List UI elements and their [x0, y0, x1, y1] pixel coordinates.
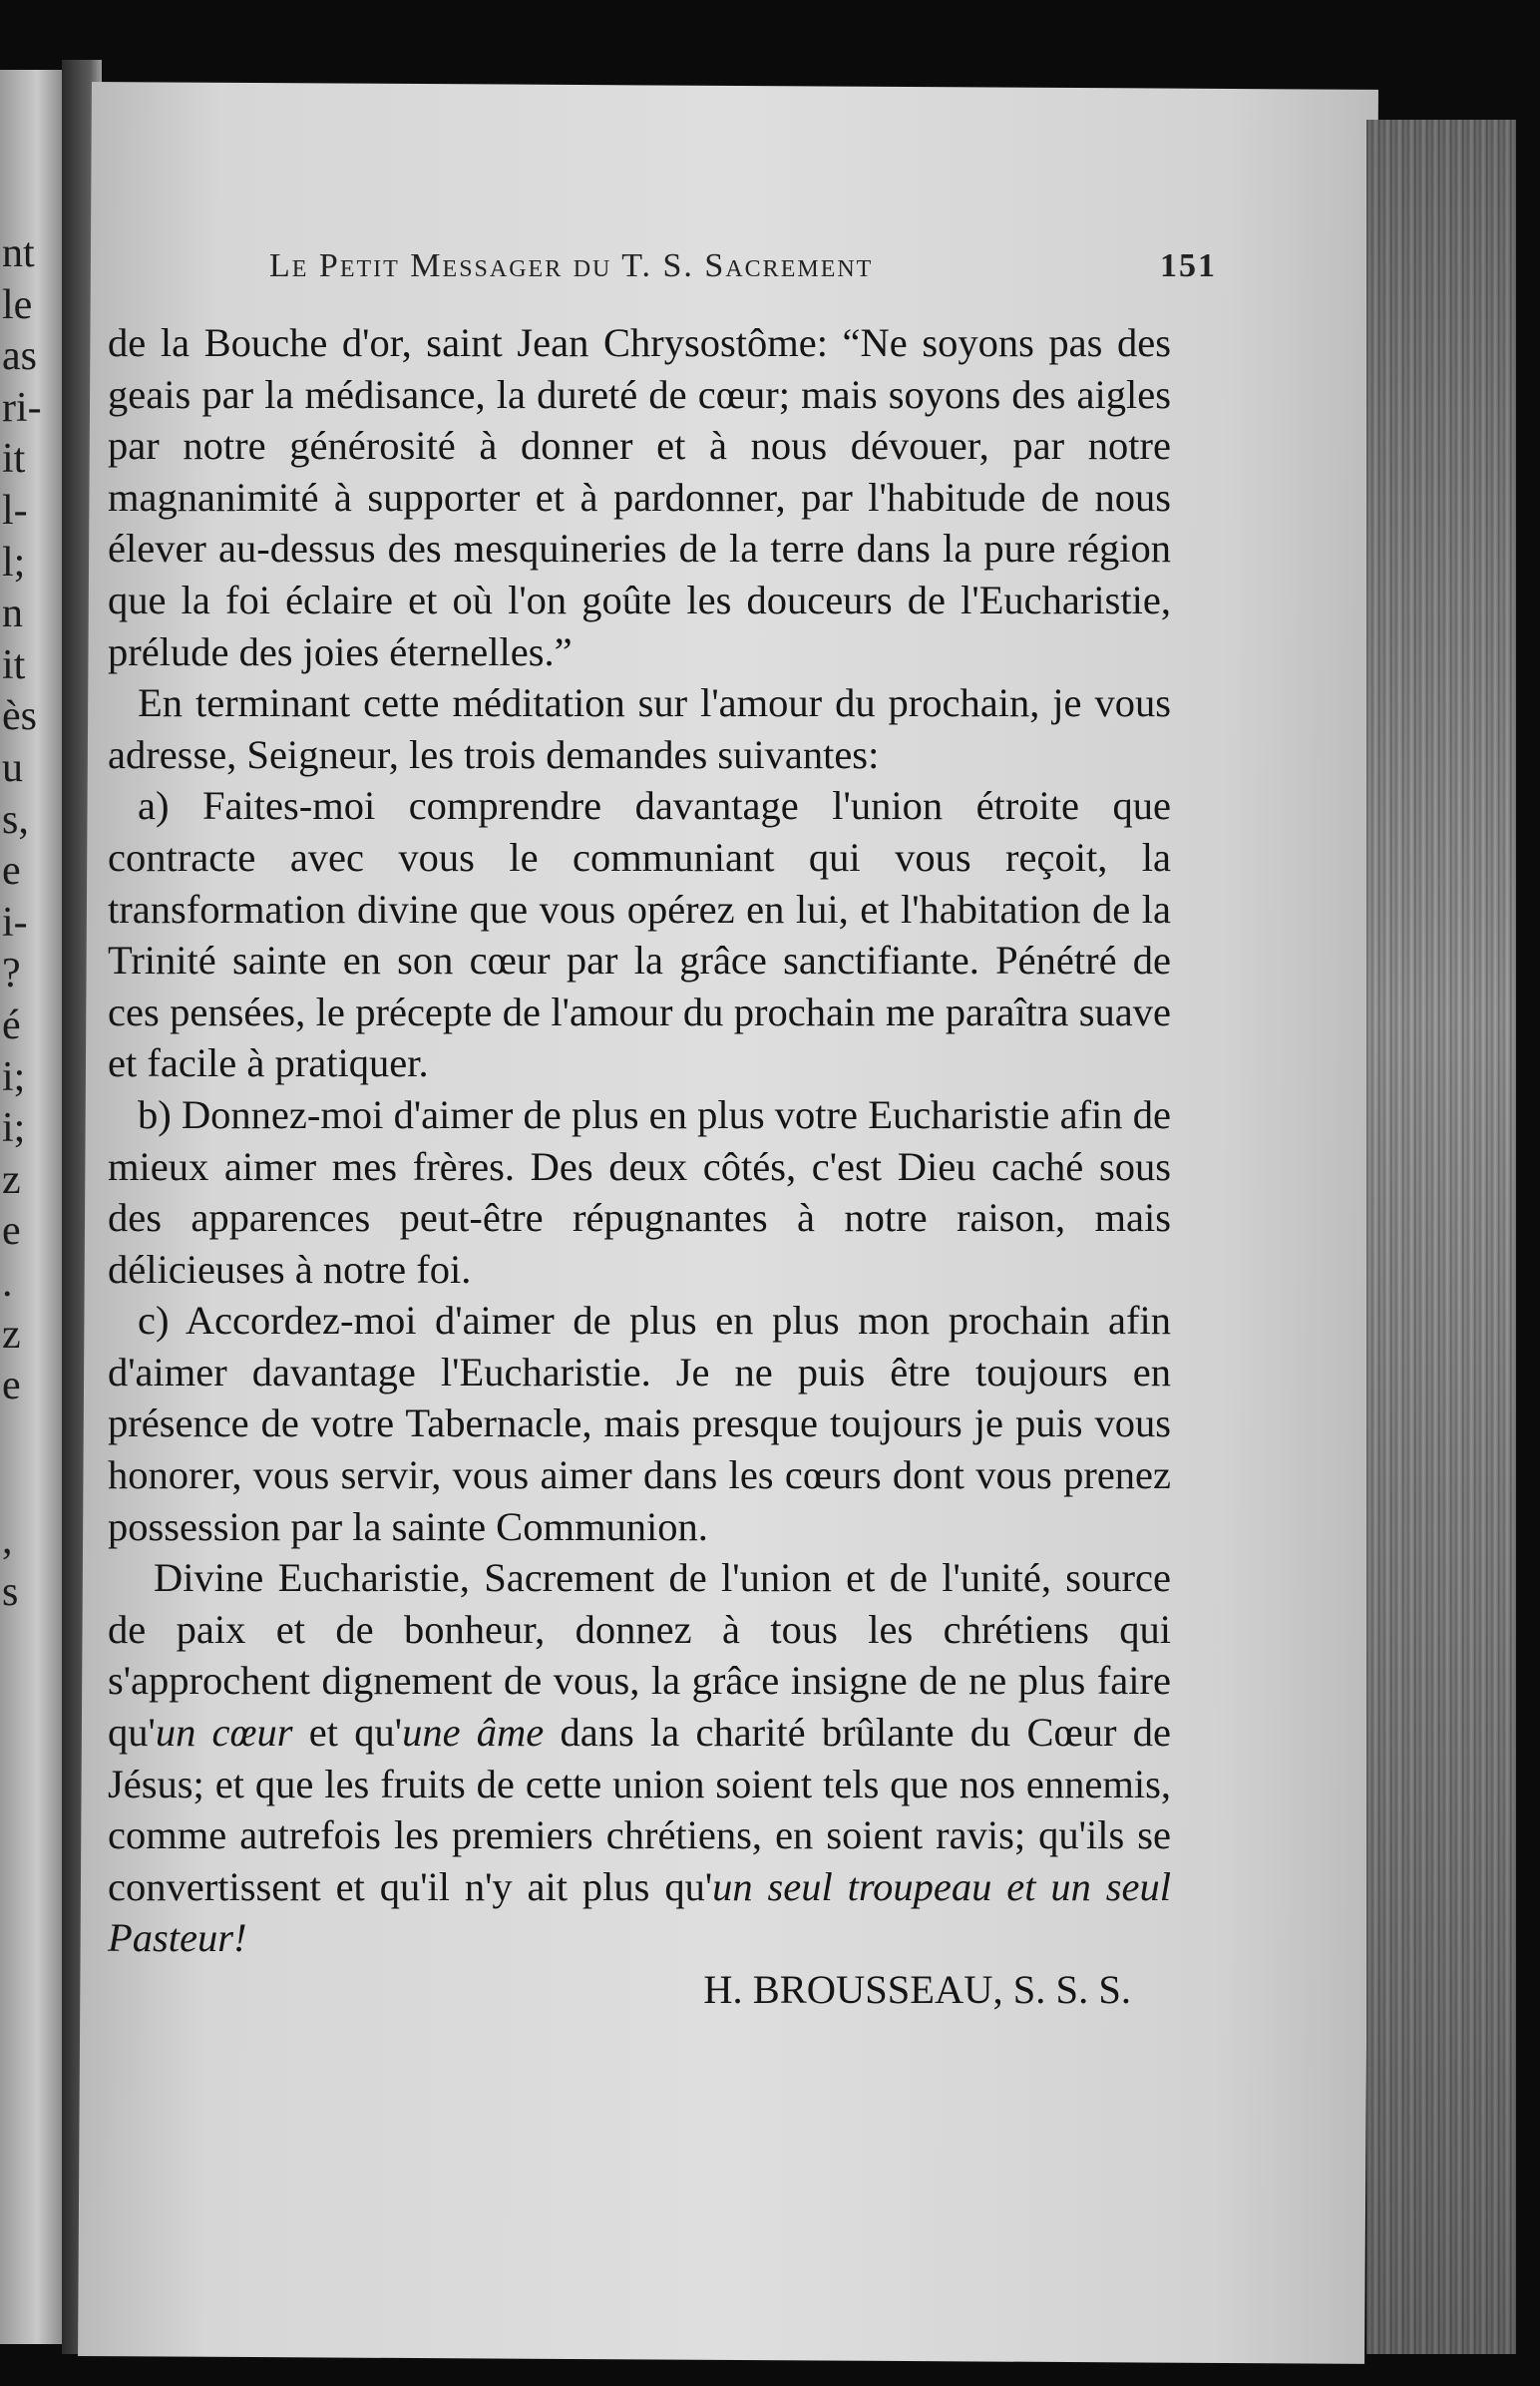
body-text — [108, 317, 1171, 2016]
text-run: c) Accordez-moi d'aimer de plus en plus mon prochain afin d'aimer davantage l'Eucharistie. Je ne puis être toujours en présence de votre Tabernacle, mais presque toujours je puis vous honorer, vous servir, vous aimer dans les cœurs dont vous prenez possession par la sainte Communion. — [108, 1298, 1171, 1549]
text-run: b) Donnez-moi d'aimer de plus en plus votre Eucharistie afin de mieux aimer mes frères. Des deux côtés, c'est Dieu caché sous des apparences peut-être répugnantes à notre raison, mais délicieuses à notre foi. — [108, 1091, 1171, 1292]
facing-page-fragment: ? — [2, 951, 21, 997]
text-run: dans la charité brûlante du Cœur de Jésus; et que les fruits de cette union soient tels que nos ennemis, comme autrefois les premiers chrétiens, en soient ravis; qu'ils se convertissent et qu'il n'y ait plus qu' — [108, 1710, 1172, 1909]
text-run: a) Faites-moi comprendre davantage l'union étroite que contracte avec vous le communiant qui vous reçoit, la transformation divine que vous opérez en lui, et l'habitation de la Trinité sainte en son cœur par la grâce sanctifiante. Pénétré de ces pensées, le précepte de l'amour du prochain me paraîtra suave et facile à pratiquer. — [108, 783, 1171, 1086]
paragraph — [108, 677, 1171, 780]
facing-page-fragment: s, — [2, 796, 29, 843]
italic-text: une âme — [402, 1710, 545, 1756]
facing-page-fragment: s — [2, 1568, 19, 1615]
text-run: En terminant cette méditation sur l'amour du prochain, je vous adresse, Seigneur, les trois demandes suivantes: — [108, 680, 1171, 777]
paragraph — [108, 780, 1171, 1089]
page-number: 151 — [1160, 247, 1217, 284]
facing-page-fragment: it — [2, 436, 26, 483]
facing-page-fragment: i; — [2, 1105, 26, 1152]
facing-page-fragment: z — [2, 1156, 21, 1203]
facing-page-fragment: i; — [2, 1053, 26, 1100]
italic-text: un cœur — [155, 1710, 293, 1756]
facing-page-fragment: u — [2, 745, 23, 791]
facing-page-fragment: l- — [2, 488, 28, 534]
facing-page-fragment: ri- — [2, 384, 42, 431]
facing-page-fragment: e — [2, 1208, 21, 1255]
text-run: et qu' — [292, 1710, 403, 1756]
facing-page-fragment: le — [2, 281, 33, 328]
facing-page-fragment: as — [2, 333, 37, 380]
facing-page-fragment: l; — [2, 539, 26, 586]
paragraph — [108, 1552, 1171, 1964]
facing-page-fragment: , — [2, 1517, 13, 1563]
text-run: Divine Eucharistie, Sacrement de l'union et de l'unité, source de paix et de bonheur, donnez à tous les chrétiens qui s'approchent dignement de vous, la grâce insigne de ne plus faire qu' — [108, 1555, 1171, 1756]
facing-page-fragment: e — [2, 1363, 21, 1409]
facing-page-fragment: z — [2, 1311, 21, 1358]
italic-text: un seul troupeau et un seul Pasteur! — [108, 1863, 1171, 1961]
facing-page-fragment: n — [2, 591, 23, 637]
text-run: de la Bouche d'or, saint Jean Chrysostôme: “Ne soyons pas des geais par la médisance, la dureté de cœur; mais soyons des aigles par notre générosité à donner et à nous dévouer, par notre magnanimité à supporter et à pardonner, par l'habitude de nous élever au-dessus des mesquineries de la terre dans la pure région que la foi éclaire et où l'on goûte les douceurs de l'Eucharistie, prélude des joies éternelles.” — [108, 320, 1171, 674]
facing-page-fragment: e — [2, 848, 21, 895]
paragraph — [108, 1295, 1171, 1552]
facing-page-edge — [0, 70, 62, 2344]
facing-page-fragment: ès — [2, 693, 37, 740]
facing-page-fragment: i- — [2, 899, 28, 946]
paragraph — [108, 1089, 1171, 1295]
facing-page-fragment: it — [2, 641, 26, 688]
running-head-title: Le Petit Messager du T. S. Sacrement — [269, 247, 874, 284]
signature: H. BROUSSEAU, S. S. S. — [703, 1967, 1131, 2012]
running-head — [170, 247, 1217, 297]
page-edges — [1366, 120, 1516, 2354]
facing-page-fragment: . — [2, 1260, 13, 1306]
facing-page-fragment: nt — [2, 230, 35, 276]
facing-page-fragment: é — [2, 1002, 21, 1048]
paragraph — [108, 317, 1171, 677]
